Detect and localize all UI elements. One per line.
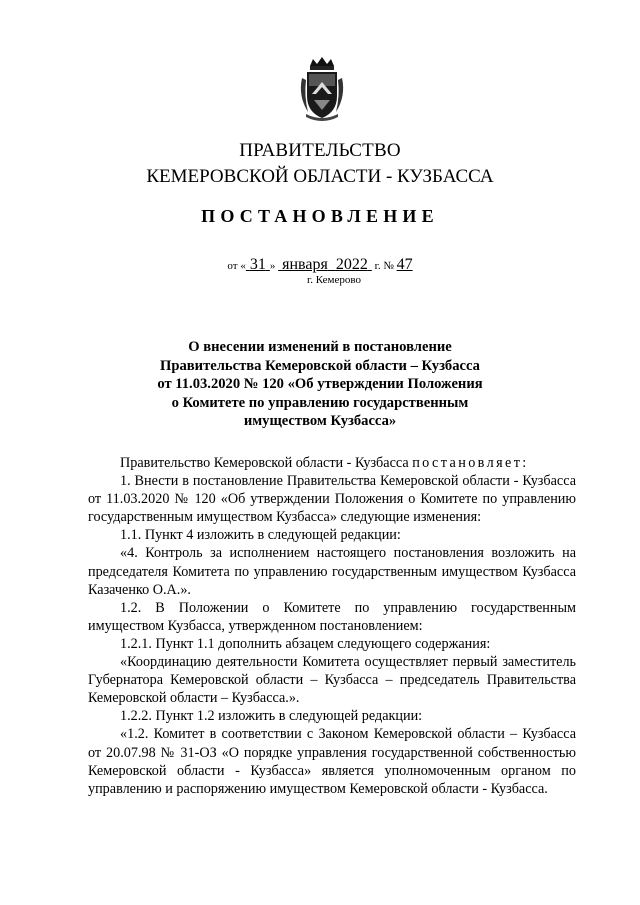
intro-paragraph: Правительство Кемеровской области - Кузбасса постановляет: [120, 455, 529, 471]
body-paragraph: «1.2. Комитет в соответствии с Законом Кемеровской области – Кузбасса от 20.07.98 № 31-ОЗ «О порядке управления государственной собственностью Кемеровской области - Кузбасса» является уполномоченным органом по управлению и распоряжению имуществом Кемеровской области - Кузбасса. [88, 726, 576, 797]
body-paragraph: «Координацию деятельности Комитета осуществляет первый заместитель Губернатора Кемеровской области – Кузбасса – председатель Правительства Кемеровской области – Кузбасса.». [88, 654, 576, 707]
document-number: 47 [396, 256, 413, 273]
government-name-line1: ПРАВИТЕЛЬСТВО [239, 140, 401, 161]
decree-word: постановляет: [412, 455, 529, 471]
title-line: О внесении изменений в постановление [188, 339, 452, 355]
title-line: от 11.03.2020 № 120 «Об утверждении Положения [157, 376, 483, 392]
body-paragraph: 1.1. Пункт 4 изложить в следующей редакции: [120, 527, 401, 544]
date-quote-close: » [269, 260, 276, 272]
document-date-number [0, 256, 640, 274]
city-line: г. Кемерово [306, 274, 362, 286]
title-line: имуществом Кузбасса» [243, 413, 397, 429]
body-paragraph: 1.2. В Положении о Комитете по управлению государственным имуществом Кузбасса, утвержденном постановлением: [88, 599, 576, 634]
body-paragraph: 1.2.2. Пункт 1.2 изложить в следующей редакции: [120, 708, 423, 725]
document-title [150, 338, 490, 431]
date-year: 2022 [335, 256, 368, 273]
date-month: января [282, 256, 328, 273]
body-paragraph: «4. Контроль за исполнением настоящего постановления возложить на председателя Комитета по управлению государственным имуществом Кузбасса Казаченко О.А.». [88, 545, 576, 598]
document-body [88, 454, 576, 798]
date-month-year [278, 256, 372, 273]
title-line: Правительства Кемеровской области – Кузбасса [160, 357, 480, 374]
title-line: о Комитете по управлению государственным [171, 394, 469, 411]
number-sign: № [383, 260, 394, 272]
government-name-line2: КЕМЕРОВСКОЙ ОБЛАСТИ - КУЗБАССА [146, 166, 494, 187]
coat-of-arms-icon [298, 56, 346, 122]
date-year-suffix: г. [374, 260, 381, 272]
body-paragraph: 1. Внести в постановление Правительства Кемеровской области - Кузбасса от 11.03.2020 № 120 «Об утверждении Положения о Комитете по управлению государственным имуществом Кузбасса» следующие изменения: [88, 473, 576, 526]
body-paragraph: 1.2.1. Пункт 1.1 дополнить абзацем следующего содержания: [120, 635, 491, 652]
date-day: 31 [249, 256, 266, 273]
date-prefix: от « [227, 260, 246, 272]
document-type-heading: ПОСТАНОВЛЕНИЕ [201, 206, 439, 226]
